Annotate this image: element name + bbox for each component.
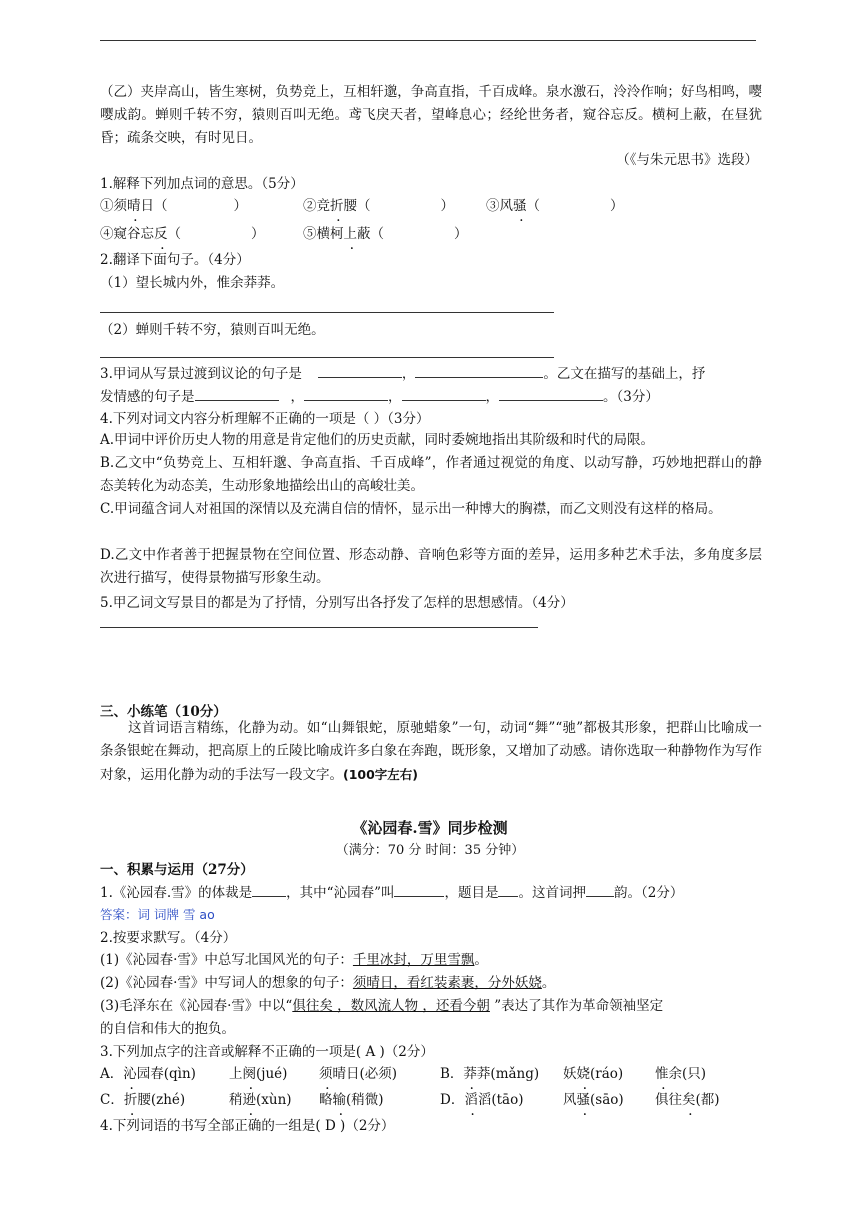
header-rule [100,40,756,41]
q4-option-b: B.乙文中“负势竞上、互相轩邈、争高直指、千百成峰”，作者通过视觉的角度、以动写静，巧妙地把群山的静态美转化为动态美，生动形象地描绘出山的高峻壮美。 [100,455,762,494]
test-q2-3-cont: 的自信和伟大的抱负。 [100,1021,235,1037]
test-subtitle: （满分：70 分 时间：35 分钟） [335,843,525,858]
test-q2-3: (3)毛泽东在《沁园春·雪》中以“俱往矣 ，数风流人物 ，还看今朝 ”表达了其作为革命领袖坚定 [100,998,664,1014]
q1-item-1: ①须晴日（ ） [100,198,247,214]
test-q2-title: 2.按要求默写。（4分） [100,930,237,946]
q3-option-c1: C．折腰(zhé) [100,1092,186,1108]
q3-option-b1: B．莽莽(mǎng) [440,1066,540,1082]
q3-option-a1: A．沁园春(qìn) [100,1066,196,1082]
q3-line-1: 3.甲词从写景过渡到议论的句子是 ， 。乙文在描写的基础上，抒 [100,366,706,382]
part1-heading: 一、积累与运用（27分） [100,862,254,878]
q4-option-a: A.甲词中评价历史人物的用意是肯定他们的历史贡献，同时委婉地指出其阶级和时代的局限。 [100,432,655,448]
test-q2-1: (1)《沁园春·雪》中总写北国风光的句子：千里冰封，万里雪飘。 [100,952,488,968]
test-title: 《沁园春.雪》同步检测 [352,819,508,837]
q3-option-a3: 须晴日(必须) [319,1066,398,1082]
q1-item-3: ③风骚（ ） [486,198,624,214]
q1-title: 1.解释下列加点词的意思。（5分） [100,176,304,192]
q2-answer-line-1 [100,312,554,313]
q5-title: 5.甲乙词文写景目的都是为了抒情，分别写出各抒发了怎样的思想感情。（4分） [100,595,574,611]
q5-answer-line [100,627,538,628]
q3-option-d3: 俱往矣(都) [655,1092,720,1108]
passage-source: （《与朱元思书》选段） [616,152,758,168]
q3-option-c2: 稍逊(xùn) [229,1092,292,1108]
q2-sentence-1: （1）望长城内外，惟余莽莽。 [100,275,285,291]
q3-option-b3: 惟余(只) [655,1066,707,1082]
q1-item-2: ②竞折腰（ ） [303,198,454,214]
test-q2-2: (2)《沁园春·雪》中写词人的想象的句子：须晴日，看红装素裹，分外妖娆。 [100,975,556,991]
test-q1: 1.《沁园春.雪》的体裁是 ，其中“沁园春”叫 ，题目是 。这首词押 韵。（2分） [100,885,684,901]
test-q1-answer: 答案：词 词牌 雪 ao [100,907,215,922]
passage-yi: （乙）夹岸高山，皆生寒树，负势竞上，互相轩邈，争高直指，千百成峰。泉水激石，泠泠作响；好鸟相鸣，嘤嘤成韵。蝉则千转不穷，猿则百叫无绝。鸢飞戾天者，望峰息心；经纶世务者，窥谷忘反。横柯上蔽，在昼犹昏；疏条交映，有时见日。 [100,84,762,146]
section3-heading: 三、小练笔（10分） [100,704,227,720]
q3-option-b2: 妖娆(ráo) [563,1066,624,1082]
q1-item-4: ④窥谷忘反（ ） [100,226,265,242]
q4-option-c: C.甲词蕴含词人对祖国的深情以及充满自信的情怀，显示出一种博大的胸襟，而乙文则没有这样的格局。 [100,501,722,517]
test-q4-title: 4.下列词语的书写全部正确的一组是( D )（2分） [100,1118,395,1134]
q3-option-c3: 略输(稍微) [319,1092,384,1108]
q4-option-d: D.乙文中作者善于把握景物在空间位置、形态动静、音响色彩等方面的差异，运用多种艺术手法，多角度多层次进行描写，使得景物描写形象生动。 [100,547,762,586]
q4-title: 4.下列对词文内容分析理解不正确的一项是（ ）（3分） [100,411,430,427]
section3-body: 这首词语言精练，化静为动。如“山舞银蛇，原驰蜡象”一句，动词“舞”“驰”都极其形象，把群山比喻成一条条银蛇在舞动，把高原上的丘陵比喻成许多白象在奔跑，既形象，又增加了动感。请你选取一种静物作为写作对象，运用化静为动的手法写一段文字。(100字左右) [100,720,762,783]
test-q3-title: 3.下列加点字的注音或解释不正确的一项是( A )（2分） [100,1044,434,1060]
q2-answer-line-2 [100,357,554,358]
q2-title: 2.翻译下面句子。（4分） [100,252,250,268]
q3-option-d2: 风骚(sāo) [563,1092,624,1108]
q3-option-a2: 上阕(jué) [229,1066,288,1082]
q3-line-2: 发情感的句子是 ， ， ， 。（3分） [100,389,659,405]
q1-item-5: ⑤横柯上蔽（ ） [303,226,468,242]
q3-option-d1: D．滔滔(tāo) [440,1092,524,1108]
q2-sentence-2: （2）蝉则千转不穷，猿则百叫无绝。 [100,322,325,338]
